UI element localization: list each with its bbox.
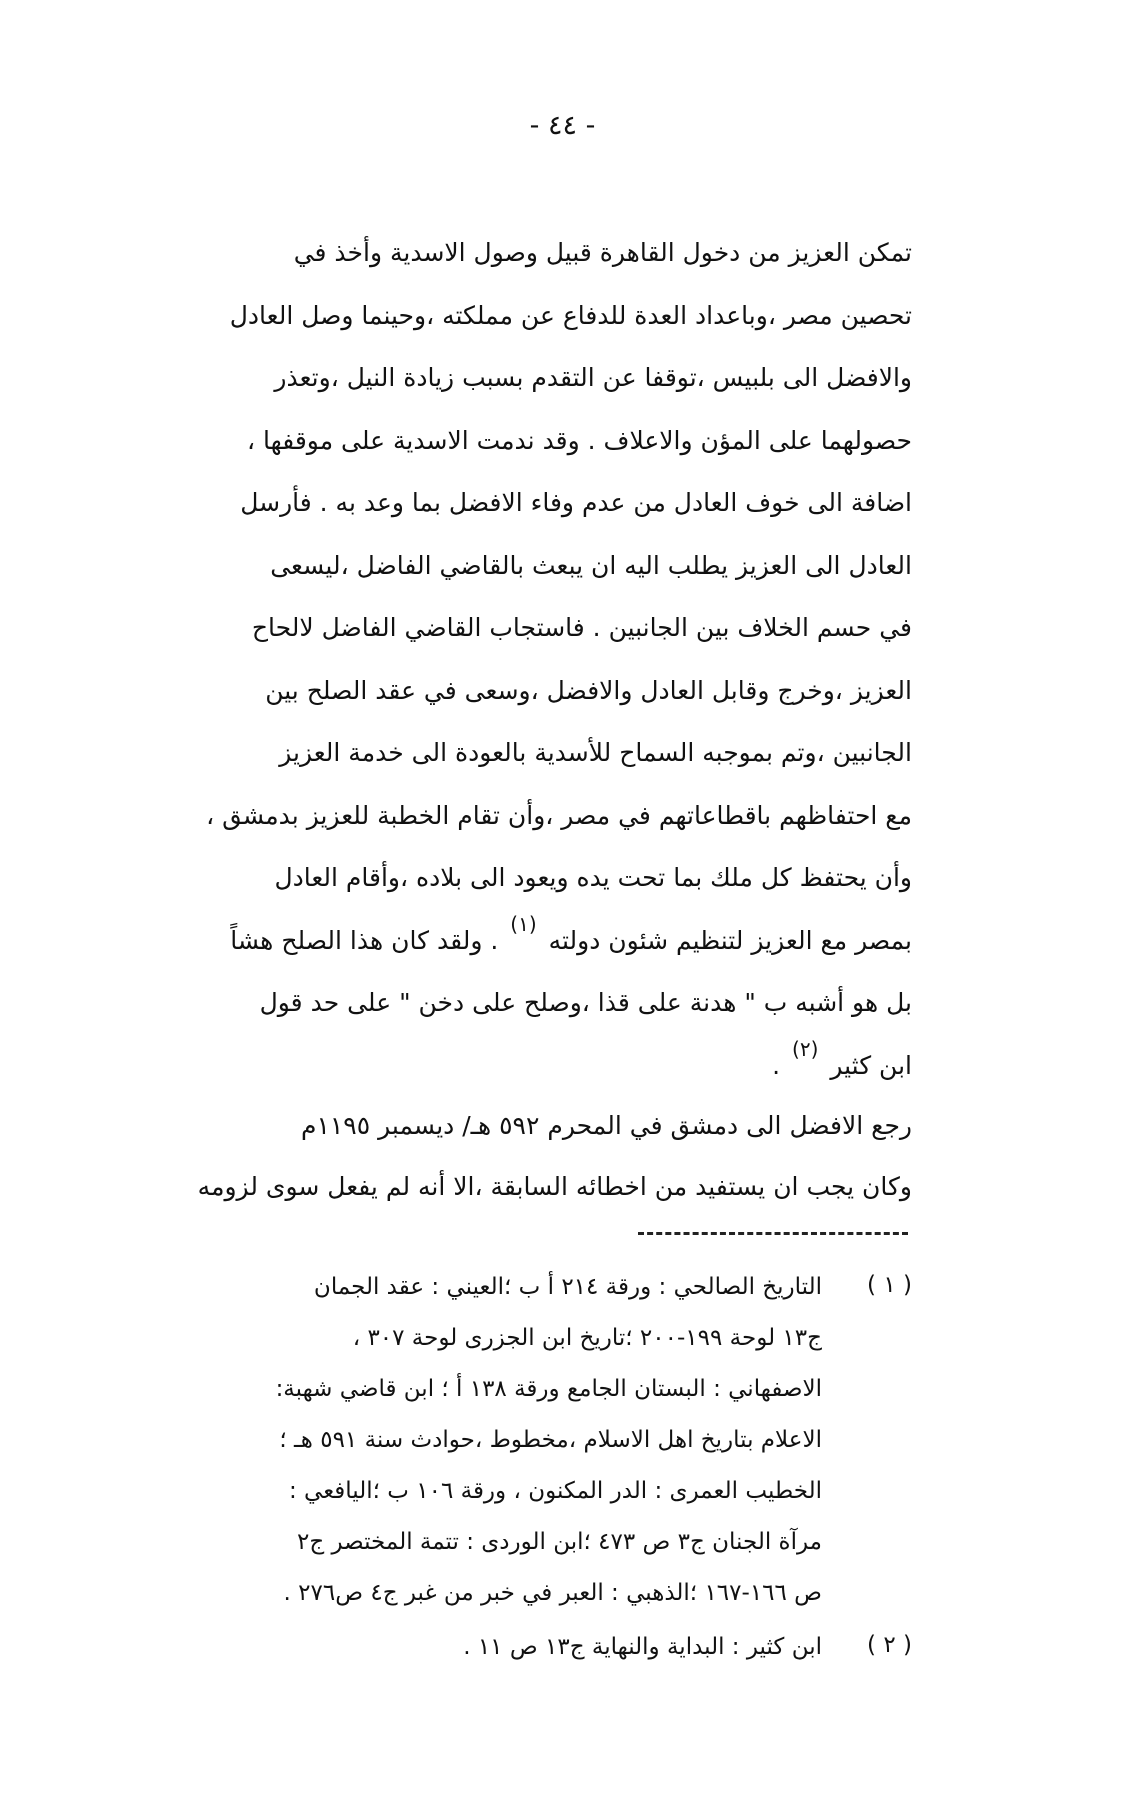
footnote-line: ابن كثير : البداية والنهاية ج١٣ ص ١١ .	[463, 1634, 822, 1660]
body-line: رجع الافضل الى دمشق في المحرم ٥٩٢ هـ/ ديسمبر ١١٩٥م	[300, 1111, 912, 1140]
footnote-ref-2[interactable]: (٢)	[792, 1036, 819, 1061]
footnote-line: مرآة الجنان ج٣ ص ٤٧٣ ؛ابن الوردى : تتمة المختصر ج٢	[296, 1529, 822, 1555]
footnote-divider	[638, 1232, 908, 1235]
second-paragraph	[140, 1095, 912, 1217]
body-line: تمكن العزيز من دخول القاهرة قبيل وصول الاسدية وأخذ في	[293, 238, 912, 267]
main-paragraph	[140, 222, 912, 1097]
body-line: الجانبين ،وتم بموجبه السماح للأسدية بالعودة الى خدمة العزيز	[279, 738, 912, 767]
footnote-text	[120, 1622, 822, 1673]
body-line-text: .	[772, 1050, 781, 1080]
footnote-marker: ( ٢ )	[867, 1632, 912, 1658]
body-line: بل هو أشبه ب " هدنة على قذا ،وصلح على دخن " على حد قول	[259, 988, 912, 1017]
body-line: والافضل الى بلبيس ،توقفا عن التقدم بسبب زيادة النيل ،وتعذر	[274, 363, 912, 392]
footnote-1	[120, 1262, 912, 1619]
page-number: - ٤٤ -	[529, 110, 596, 141]
footnote-line: الاعلام بتاريخ اهل الاسلام ،مخطوط ،حوادث سنة ٥٩١ هـ ؛	[279, 1427, 822, 1453]
body-line-text: ابن كثير	[830, 1050, 912, 1080]
footnote-line: التاريخ الصالحي : ورقة ٢١٤ أ ب ؛العيني : عقد الجمان	[313, 1274, 822, 1300]
body-line: وكان يجب ان يستفيد من اخطائه السابقة ،الا أنه لم يفعل سوى لزومه	[197, 1172, 912, 1201]
footnote-line: ج١٣ لوحة ١٩٩-٢٠٠ ؛تاريخ ابن الجزرى لوحة ٣٠٧ ،	[352, 1325, 822, 1351]
body-line: مع احتفاظهم باقطاعاتهم في مصر ،وأن تقام الخطبة للعزيز بدمشق ،	[206, 800, 912, 830]
body-line: تحصين مصر ،وباعداد العدة للدفاع عن مملكته ،وحينما وصل العادل	[229, 300, 912, 330]
body-line-text: . ولقد كان هذا الصلح هشاً	[230, 925, 499, 955]
footnote-2	[120, 1622, 912, 1673]
footnote-line: ص ١٦٦-١٦٧ ؛الذهبي : العبر في خبر من غبر ج٤ ص٢٧٦ .	[283, 1580, 822, 1606]
body-line: حصولهما على المؤن والاعلاف . وقد ندمت الاسدية على موقفها ،	[247, 425, 912, 455]
body-line-note-2	[140, 1035, 912, 1098]
body-line-text: بمصر مع العزيز لتنظيم شئون دولته	[548, 925, 912, 955]
body-line: وأن يحتفظ كل ملك بما تحت يده ويعود الى بلاده ،وأقام العادل	[274, 863, 912, 892]
body-line: في حسم الخلاف بين الجانبين . فاستجاب القاضي الفاضل لالحاح	[251, 613, 912, 642]
body-line: اضافة الى خوف العادل من عدم وفاء الافضل بما وعد به . فأرسل	[240, 488, 912, 517]
body-line-note-1	[140, 910, 912, 973]
footnote-line: الاصفهاني : البستان الجامع ورقة ١٣٨ أ ؛ ابن قاضي شهبة:	[275, 1376, 822, 1402]
footnote-marker: ( ١ )	[867, 1272, 912, 1298]
footnote-ref-1[interactable]: (١)	[510, 911, 537, 936]
body-line: العادل الى العزيز يطلب اليه ان يبعث بالقاضي الفاضل ،ليسعى	[270, 550, 912, 580]
footnote-line: الخطيب العمرى : الدر المكنون ، ورقة ١٠٦ ب ؛اليافعي :	[288, 1478, 822, 1504]
footnote-text	[120, 1262, 822, 1619]
body-line: العزيز ،وخرج وقابل العادل والافضل ،وسعى في عقد الصلح بين	[265, 675, 912, 705]
